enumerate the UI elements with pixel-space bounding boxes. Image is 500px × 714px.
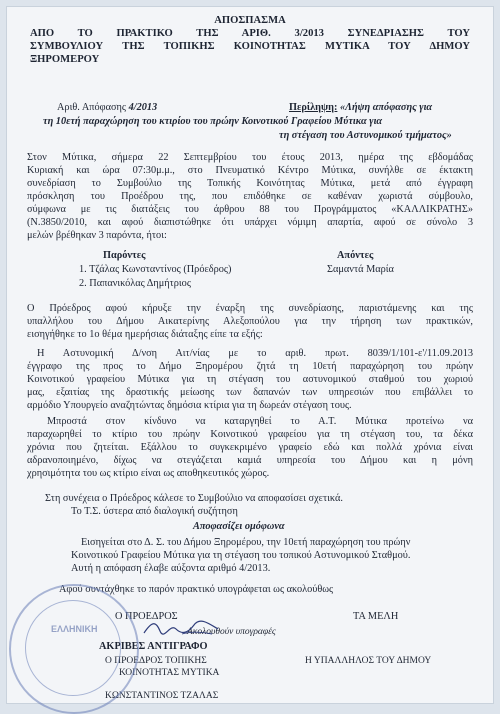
opening-line: υπαλλήλου του Δήμου Αικατερίνης Αλεξοπούλου για την τήρηση των πρακτικών, [27, 316, 473, 327]
invite-text: Στη συνέχεια ο Πρόεδρος κάλεσε το Συμβούλιο να αποφασίσει σχετικά. [45, 493, 343, 504]
members-label: ΤΑ ΜΕΛΗ [353, 611, 399, 622]
signatory-name: ΚΩΝΣΤΑΝΤΙΝΟΣ ΤΖΑΛΑΣ [105, 691, 219, 701]
absent-heading: Απόντες [337, 250, 374, 261]
intro-line: (Ν.3850/2010, και αφού διαπιστώθηκε ότι υπάρχει νόμιμη απαρτία, αφού σε σύνολο 3 [27, 217, 473, 228]
decision-summary-line-1 [289, 102, 432, 113]
intro-line: συνεδρίαση το Συμβούλιο της Τοπικής Κοινότητας Μύτικα, μετά από έγγραφη [27, 178, 473, 189]
true-copy-label: ΑΚΡΙΒΕΣ ΑΝΤΙΓΡΑΦΟ [99, 641, 208, 652]
document-page [6, 6, 494, 704]
opening-line: εισηγήθηκε το 1ο θέμα ημερήσιας διάταξης είπε τα εξής: [27, 329, 263, 340]
handwritten-signature [142, 619, 220, 637]
decision-summary-line-3: τη στέγαση του Αστυνομικού τμήματος» [279, 130, 452, 141]
closing-text: Αφού συντάχθηκε το παρόν πρακτικό υπογράφεται ως ακολούθως [59, 584, 334, 595]
intro-line: πρόσκληση του Προέδρου της, που επιδόθηκε σε καθέναν χωριστά σύμβουλο, [27, 191, 473, 202]
decision-number [57, 102, 157, 113]
header-line-3: ΣΥΜΒΟΥΛΙΟΥ ΤΗΣ ΤΟΠΙΚΗΣ ΚΟΙΝΟΤΗΤΑΣ ΜΥΤΙΚΑ ΤΟΥ ΔΗΜΟΥ [30, 41, 470, 52]
header-line-4: ΞΗΡΟΜΕΡΟΥ [30, 54, 100, 65]
president-label: Ο ΠΡΟΕΔΡΟΣ [115, 611, 178, 622]
employee-label: Η ΥΠΑΛΛΗΛΟΣ ΤΟΥ ΔΗΜΟΥ [305, 656, 432, 666]
unanimous-heading: Αποφασίζει ομόφωνα [193, 521, 285, 532]
intro-line: Στον Μύτικα, σήμερα 22 Σεπτεμβρίου του έτους 2013, ημέρα της εβδομάδας [27, 152, 473, 163]
paragraph2-line: Κοινοτικού γραφείου Μύτικα για τη στέγαση του αστυνομικού σταθμού του χωριού [27, 374, 473, 385]
resolution-line: Αυτή η απόφαση έλαβε αύξοντα αριθμό 4/2013. [71, 563, 271, 574]
paragraph3-line: χρόνια που ζητείται. Εξάλλου το συγκεκριμένο γραφείο εδώ και πολλά χρόνια είναι [27, 442, 473, 453]
decision-number-value: 4/2013 [128, 102, 158, 113]
resolution-line: Εισηγείται στο Δ. Σ. του Δήμου Ξηρομέρου, την 10ετή παραχώρηση του πρώην [81, 537, 411, 548]
discussion-text: Το Τ.Σ. ύστερα από διαλογική συζήτηση [71, 506, 238, 517]
header-line-2: ΑΠΟ ΤΟ ΠΡΑΚΤΙΚΟ ΤΗΣ ΑΡΙΘ. 3/2013 ΣΥΝΕΔΡΙΑΣΗΣ ΤΟΥ [30, 28, 470, 39]
decision-number-label: Αριθ. Απόφασης [57, 102, 126, 113]
present-member: 1. Τζάλας Κωνσταντίνος (Πρόεδρος) [79, 264, 232, 275]
header-title: ΑΠΟΣΠΑΣΜΑ [214, 15, 286, 26]
stamp-president-line: Ο ΠΡΟΕΔΡΟΣ ΤΟΠΙΚΗΣ [105, 656, 207, 666]
summary-text-1: «Λήψη απόφασης για [339, 102, 433, 113]
summary-label: Περίληψη: [289, 102, 338, 113]
intro-line: Κυριακή και ώρα 07:30μ.μ., στο Πνευματικό Κέντρο Μύτικα, συνήλθε σε έκτακτη [27, 165, 473, 176]
opening-line: Ο Πρόεδρος αφού κήρυξε την έναρξη της συνεδρίασης, παριστάμενης και της [27, 303, 473, 314]
official-stamp [9, 584, 139, 714]
present-member: 2. Παπανικόλας Δημήτριος [79, 278, 191, 289]
intro-line: μελών βρέθηκαν 3 παρόντα, ήτοι: [27, 230, 167, 241]
paragraph3-line: αδρανοποιημένο, δίχως να στεγάζεται καμιά υπηρεσία του Δήμου και η μόνη [27, 455, 473, 466]
absent-member: Σαμαντά Μαρία [327, 264, 394, 275]
follow-signatures: Ακολουθούν υπογραφές [187, 627, 276, 637]
paragraph3-line: παραχωρηθεί το κτίριο του πρώην Κοινοτικού γραφείου για τη στέγαση του, τα δέκα [27, 429, 473, 440]
stamp-text: ΕΛΛΗΝΙΚΗ [51, 624, 98, 634]
resolution-line: Κοινοτικού Γραφείου Μύτικα για τη στέγαση του τοπικού Αστυνομικού Σταθμού. [71, 550, 411, 561]
stamp-community-line: ΚΟΙΝΟΤΗΤΑΣ ΜΥΤΙΚΑ [119, 668, 220, 678]
paragraph3-line: Μπροστά στον κίνδυνο να καταργηθεί το Α.Τ. Μύτικα προτείνω να [47, 416, 473, 427]
paragraph2-line: μας, εξαιτίας της δραστικής μείωσης των δαπανών των υπηρεσιών που επιβάλλει το [27, 387, 473, 398]
paragraph2-line: Η Αστυνομική Δ/νση Αιτ/νίας με το αριθ. πρωτ. 8039/1/101-ε'/11.09.2013 [37, 348, 473, 359]
intro-line: σύμφωνα με τις διατάξεις του άρθρου 88 του Προγράμματος «ΚΑΛΛΙΚΡΑΤΗΣ» [27, 204, 473, 215]
paragraph2-line: έγγραφο της προς το Δήμο Ξηρομέρου ζητά τη 10ετή παραχώρηση του πρώην [27, 361, 473, 372]
decision-summary-line-2: τη 10ετή παραχώρηση του κτιρίου του πρώην Κοινοτικού Γραφείου Μύτικα για [43, 116, 383, 127]
present-heading: Παρόντες [103, 250, 146, 261]
paragraph3-line: χρησιμότητα του ως κτίριο είναι ως αποθηκευτικός χώρος. [27, 468, 270, 479]
paragraph2-line: αρμόδιο Υπουργείο αναζητώντας δημόσια κτίρια για τη δωρεάν στέγαση τους. [27, 400, 352, 411]
